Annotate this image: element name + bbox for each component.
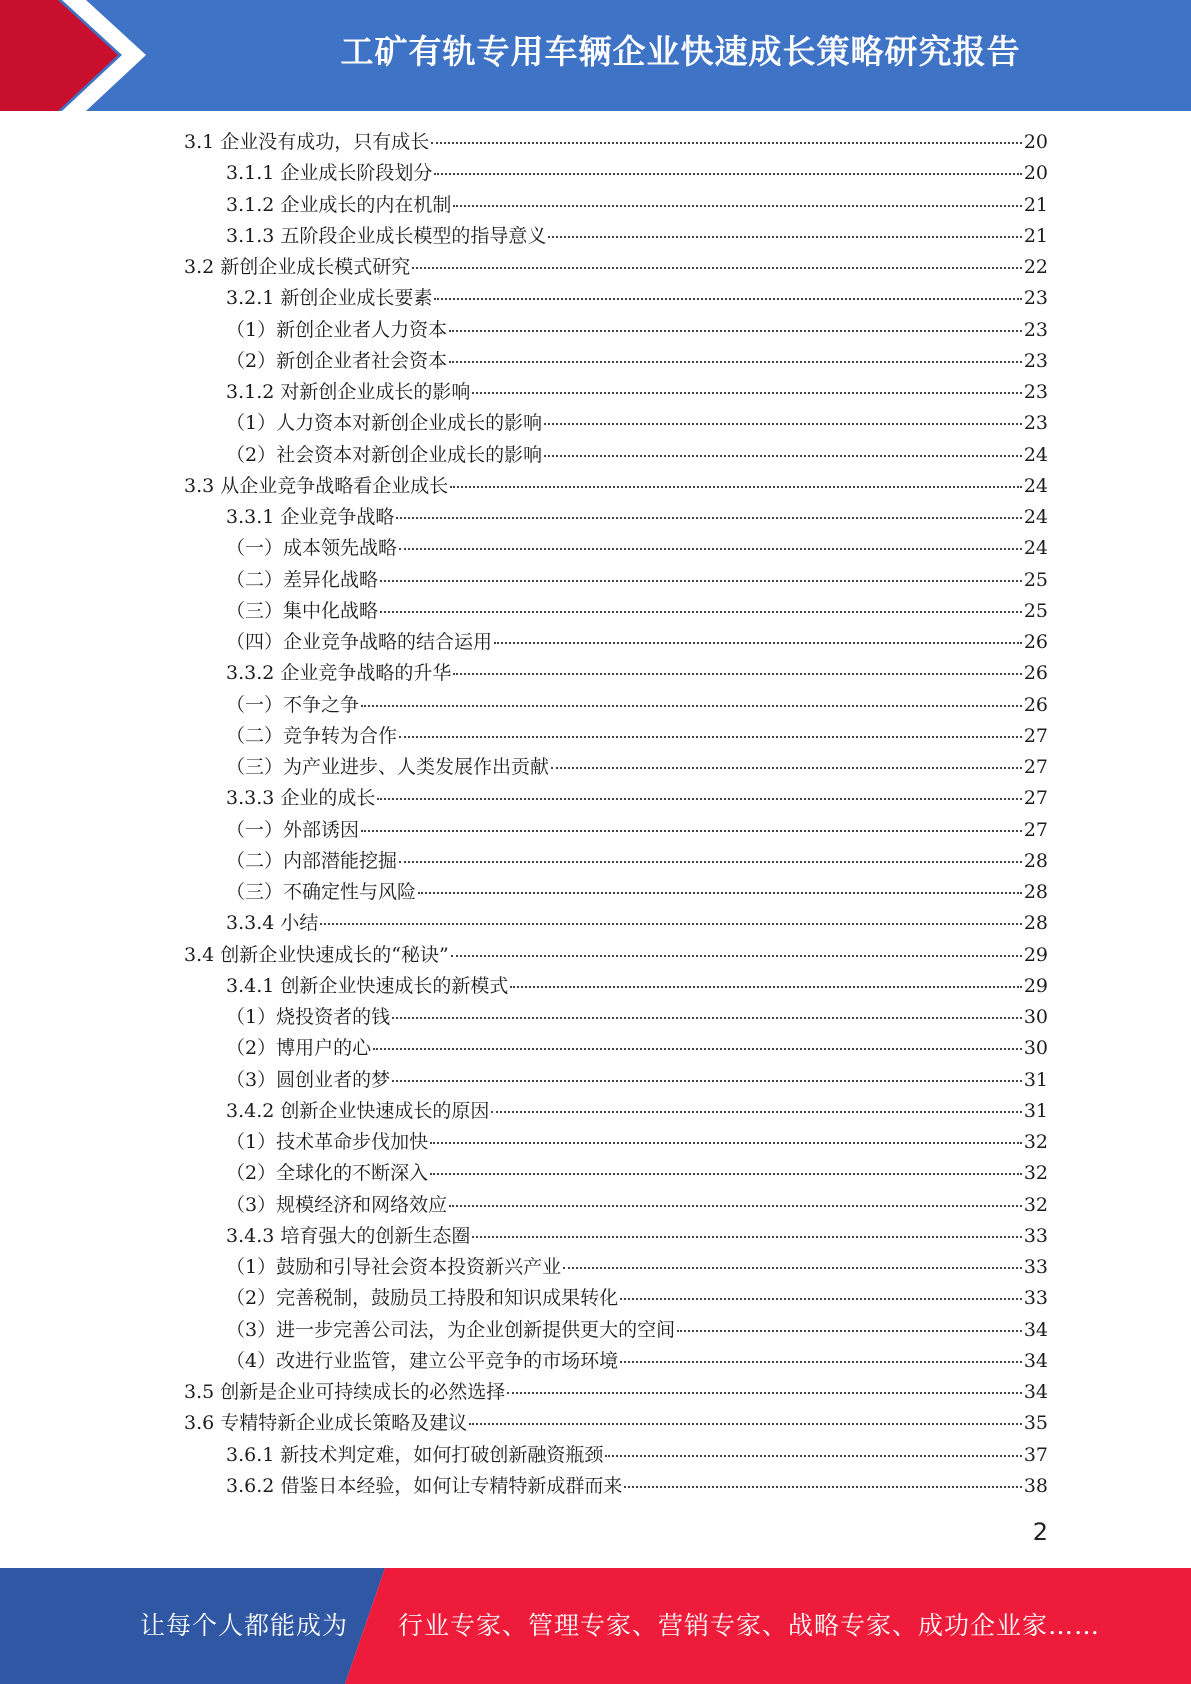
header-arrow-decoration — [0, 0, 160, 111]
toc-dot-leader — [494, 642, 1022, 644]
toc-entry[interactable] — [226, 1221, 1048, 1252]
toc-entry-title: （3）进一步完善公司法，为企业创新提供更大的空间 — [226, 1318, 676, 1341]
toc-entry[interactable] — [226, 190, 1048, 221]
toc-entry[interactable] — [226, 627, 1048, 658]
toc-entry-page: 24 — [1023, 506, 1048, 528]
toc-dot-leader — [399, 736, 1022, 738]
toc-entry-title: （1）烧投资者的钱 — [226, 1006, 391, 1028]
toc-entry-title: （四）企业竞争战略的结合运用 — [226, 631, 493, 653]
toc-entry-page: 27 — [1023, 787, 1048, 810]
toc-entry-title: 3.3.4 小结 — [226, 912, 319, 935]
toc-entry[interactable] — [226, 565, 1048, 596]
page-footer — [0, 1568, 1191, 1684]
toc-dot-leader — [469, 1423, 1022, 1425]
toc-entry[interactable] — [226, 440, 1048, 471]
toc-entry[interactable] — [226, 596, 1048, 627]
toc-entry-page: 26 — [1023, 693, 1048, 716]
toc-entry-title: 3.1 企业没有成功，只有成长 — [184, 131, 430, 153]
toc-entry[interactable] — [226, 1440, 1048, 1471]
toc-entry[interactable] — [226, 1283, 1048, 1314]
toc-entry[interactable] — [226, 1471, 1048, 1502]
toc-dot-leader — [544, 455, 1022, 457]
toc-entry[interactable] — [184, 471, 1048, 502]
toc-dot-leader — [392, 1017, 1022, 1019]
toc-dot-leader — [418, 892, 1022, 894]
toc-entry-page: 29 — [1023, 943, 1048, 966]
toc-entry[interactable] — [226, 1190, 1048, 1221]
toc-entry-title: 3.1.1 企业成长阶段划分 — [226, 162, 433, 185]
toc-entry[interactable] — [226, 158, 1048, 189]
toc-dot-leader — [510, 986, 1021, 988]
toc-entry[interactable] — [226, 1315, 1048, 1346]
toc-entry-title: （1）技术革命步伐加快 — [226, 1131, 429, 1153]
toc-entry-page: 31 — [1023, 1099, 1048, 1122]
toc-entry-page: 34 — [1023, 1349, 1048, 1372]
toc-entry[interactable] — [184, 1377, 1048, 1408]
toc-entry[interactable] — [226, 377, 1048, 408]
toc-entry[interactable] — [226, 783, 1048, 814]
toc-dot-leader — [563, 1267, 1022, 1269]
toc-entry-title: 3.6 专精特新企业成长策略及建议 — [184, 1412, 468, 1435]
toc-entry-page: 38 — [1023, 1474, 1048, 1497]
toc-entry-title: （三）集中化战略 — [226, 599, 379, 622]
toc-entry-page: 22 — [1023, 256, 1048, 278]
toc-entry-page: 26 — [1023, 662, 1048, 685]
toc-entry-title: （4）改进行业监管，建立公平竞争的市场环境 — [226, 1349, 619, 1372]
toc-entry-page: 26 — [1023, 631, 1048, 653]
toc-entry[interactable] — [226, 1158, 1048, 1189]
toc-entry-page: 32 — [1023, 1131, 1048, 1153]
document-title: 工矿有轨专用车辆企业快速成长策略研究报告 — [340, 32, 1021, 71]
toc-entry[interactable] — [226, 815, 1048, 846]
toc-entry[interactable] — [226, 502, 1048, 533]
toc-dot-leader — [380, 611, 1022, 613]
toc-entry-page: 32 — [1023, 1193, 1048, 1216]
toc-entry-title: （3）规模经济和网络效应 — [226, 1193, 448, 1216]
toc-dot-leader — [380, 580, 1022, 582]
toc-dot-leader — [451, 955, 1022, 957]
toc-entry[interactable] — [226, 1252, 1048, 1283]
toc-dot-leader — [544, 423, 1022, 425]
toc-entry-title: 3.3.2 企业竞争战略的升华 — [226, 662, 452, 685]
toc-entry-title: 3.6.1 新技术判定难，如何打破创新融资瓶颈 — [226, 1443, 604, 1466]
toc-dot-leader — [396, 517, 1021, 519]
toc-entry-title: （三）为产业进步、人类发展作出贡献 — [226, 756, 550, 778]
toc-entry-title: （3）圆创业者的梦 — [226, 1068, 391, 1091]
toc-entry-title: 3.2 新创企业成长模式研究 — [184, 256, 411, 278]
toc-entry-title: （2）社会资本对新创企业成长的影响 — [226, 443, 543, 466]
toc-entry[interactable] — [226, 315, 1048, 346]
toc-entry-page: 23 — [1023, 412, 1048, 435]
toc-entry-page: 25 — [1023, 599, 1048, 622]
toc-entry-title: 3.6.2 借鉴日本经验，如何让专精特新成群而来 — [226, 1474, 623, 1497]
toc-entry-page: 27 — [1023, 818, 1048, 841]
toc-dot-leader — [430, 1142, 1022, 1144]
toc-entry-page: 28 — [1023, 912, 1048, 935]
toc-dot-leader — [449, 1205, 1022, 1207]
toc-entry-title: 3.1.2 企业成长的内在机制 — [226, 193, 452, 216]
toc-entry-title: （1）新创企业者人力资本 — [226, 318, 448, 341]
toc-entry-page: 24 — [1023, 474, 1048, 497]
toc-entry[interactable] — [184, 127, 1048, 158]
toc-entry-page: 35 — [1023, 1412, 1048, 1435]
toc-dot-leader — [491, 1111, 1021, 1113]
toc-entry[interactable] — [226, 721, 1048, 752]
toc-dot-leader — [450, 486, 1022, 488]
toc-dot-leader — [472, 1236, 1021, 1238]
toc-entry-title: （1）鼓励和引导社会资本投资新兴产业 — [226, 1256, 562, 1278]
toc-entry-title: 3.1.2 对新创企业成长的影响 — [226, 381, 471, 403]
toc-entry-title: 3.1.3 五阶段企业成长模型的指导意义 — [226, 224, 547, 247]
toc-entry[interactable] — [226, 1127, 1048, 1158]
toc-entry-page: 24 — [1023, 443, 1048, 466]
toc-entry[interactable] — [226, 1346, 1048, 1377]
toc-dot-leader — [449, 330, 1022, 332]
page-number: 2 — [1032, 1518, 1048, 1546]
footer-slogan-left: 让每个人都能成为 — [140, 1611, 349, 1640]
toc-entry-title: （二）内部潜能挖掘 — [226, 849, 398, 872]
toc-entry[interactable] — [226, 658, 1048, 689]
toc-entry-page: 21 — [1023, 224, 1048, 247]
toc-entry[interactable] — [226, 283, 1048, 314]
toc-entry-title: 3.4 创新企业快速成长的“秘诀” — [184, 943, 449, 966]
toc-dot-leader — [412, 267, 1022, 269]
toc-entry-page: 33 — [1023, 1287, 1048, 1310]
toc-entry-title: （三）不确定性与风险 — [226, 881, 417, 903]
toc-dot-leader — [620, 1361, 1022, 1363]
toc-entry-page: 27 — [1023, 756, 1048, 778]
toc-entry-title: （二）竞争转为合作 — [226, 724, 398, 747]
toc-entry-title: （一）不争之争 — [226, 693, 360, 716]
toc-entry[interactable] — [226, 752, 1048, 783]
toc-entry[interactable] — [226, 1065, 1048, 1096]
toc-dot-leader — [453, 205, 1021, 207]
toc-dot-leader — [677, 1330, 1022, 1332]
toc-entry[interactable] — [226, 1002, 1048, 1033]
toc-dot-leader — [434, 173, 1021, 175]
toc-dot-leader — [551, 767, 1022, 769]
toc-entry-page: 34 — [1023, 1381, 1048, 1403]
toc-dot-leader — [399, 861, 1022, 863]
toc-entry[interactable] — [226, 908, 1048, 939]
toc-entry-title: 3.5 创新是企业可持续成长的必然选择 — [184, 1381, 506, 1403]
toc-entry[interactable] — [226, 1096, 1048, 1127]
toc-entry-title: （一）成本领先战略 — [226, 537, 398, 560]
toc-dot-leader — [605, 1455, 1021, 1457]
toc-entry-page: 37 — [1023, 1443, 1048, 1466]
toc-entry-page: 20 — [1023, 162, 1048, 185]
toc-entry-page: 27 — [1023, 724, 1048, 747]
toc-dot-leader — [472, 392, 1021, 394]
toc-dot-leader — [434, 298, 1021, 300]
toc-entry[interactable] — [226, 971, 1048, 1002]
toc-entry-title: （二）差异化战略 — [226, 568, 379, 591]
toc-dot-leader — [620, 1298, 1022, 1300]
toc-entry-title: （2）全球化的不断深入 — [226, 1162, 429, 1185]
toc-entry-title: （2）完善税制，鼓励员工持股和知识成果转化 — [226, 1287, 619, 1310]
toc-entry[interactable] — [226, 221, 1048, 252]
toc-dot-leader — [399, 548, 1022, 550]
toc-entry[interactable] — [226, 346, 1048, 377]
toc-dot-leader — [507, 1392, 1022, 1394]
toc-entry-title: 3.4.1 创新企业快速成长的新模式 — [226, 974, 509, 997]
toc-entry-title: 3.3.1 企业竞争战略 — [226, 506, 395, 528]
toc-dot-leader — [624, 1486, 1021, 1488]
toc-entry-title: 3.4.2 创新企业快速成长的原因 — [226, 1099, 490, 1122]
toc-entry[interactable] — [226, 846, 1048, 877]
toc-entry-page: 20 — [1023, 131, 1048, 153]
toc-dot-leader — [431, 142, 1022, 144]
toc-dot-leader — [320, 923, 1021, 925]
toc-entry[interactable] — [226, 877, 1048, 908]
toc-entry-page: 29 — [1023, 974, 1048, 997]
toc-entry-page: 33 — [1023, 1224, 1048, 1247]
toc-entry-page: 23 — [1023, 318, 1048, 341]
toc-dot-leader — [392, 1080, 1022, 1082]
toc-entry-page: 33 — [1023, 1256, 1048, 1278]
toc-dot-leader — [361, 705, 1022, 707]
toc-entry-page: 21 — [1023, 193, 1048, 216]
toc-entry-page: 31 — [1023, 1068, 1048, 1091]
toc-entry-page: 24 — [1023, 537, 1048, 560]
footer-slogan-right: 行业专家、管理专家、营销专家、战略专家、成功企业家…… — [398, 1611, 1101, 1640]
toc-entry-title: （2）新创企业者社会资本 — [226, 349, 448, 372]
toc-entry[interactable] — [226, 1033, 1048, 1064]
toc-dot-leader — [548, 236, 1021, 238]
toc-entry-page: 30 — [1023, 1006, 1048, 1028]
toc-entry-title: （一）外部诱因 — [226, 818, 360, 841]
toc-dot-leader — [430, 1173, 1022, 1175]
toc-dot-leader — [449, 361, 1022, 363]
toc-entry-page: 28 — [1023, 849, 1048, 872]
toc-entry[interactable] — [226, 408, 1048, 439]
toc-entry-page: 28 — [1023, 881, 1048, 903]
toc-entry-page: 34 — [1023, 1318, 1048, 1341]
toc-entry-title: 3.3 从企业竞争战略看企业成长 — [184, 474, 449, 497]
toc-dot-leader — [377, 798, 1021, 800]
toc-entry-page: 32 — [1023, 1162, 1048, 1185]
toc-entry-page: 23 — [1023, 381, 1048, 403]
toc-dot-leader — [373, 1048, 1022, 1050]
toc-entry-title: 3.4.3 培育强大的创新生态圈 — [226, 1224, 471, 1247]
toc-entry[interactable] — [226, 690, 1048, 721]
toc-entry-title: 3.2.1 新创企业成长要素 — [226, 287, 433, 310]
toc-entry-page: 23 — [1023, 287, 1048, 310]
toc-entry-page: 30 — [1023, 1037, 1048, 1060]
toc-entry[interactable] — [184, 1408, 1048, 1439]
toc-entry-page: 23 — [1023, 349, 1048, 372]
toc-dot-leader — [453, 673, 1021, 675]
toc-entry-title: 3.3.3 企业的成长 — [226, 787, 376, 810]
toc-entry-page: 25 — [1023, 568, 1048, 591]
toc-entry[interactable] — [184, 252, 1048, 283]
toc-entry[interactable] — [226, 533, 1048, 564]
page-header — [0, 0, 1191, 111]
toc-entry-title: （1）人力资本对新创企业成长的影响 — [226, 412, 543, 435]
toc-dot-leader — [361, 830, 1022, 832]
toc-entry-title: （2）博用户的心 — [226, 1037, 372, 1060]
toc-entry[interactable] — [184, 940, 1048, 971]
